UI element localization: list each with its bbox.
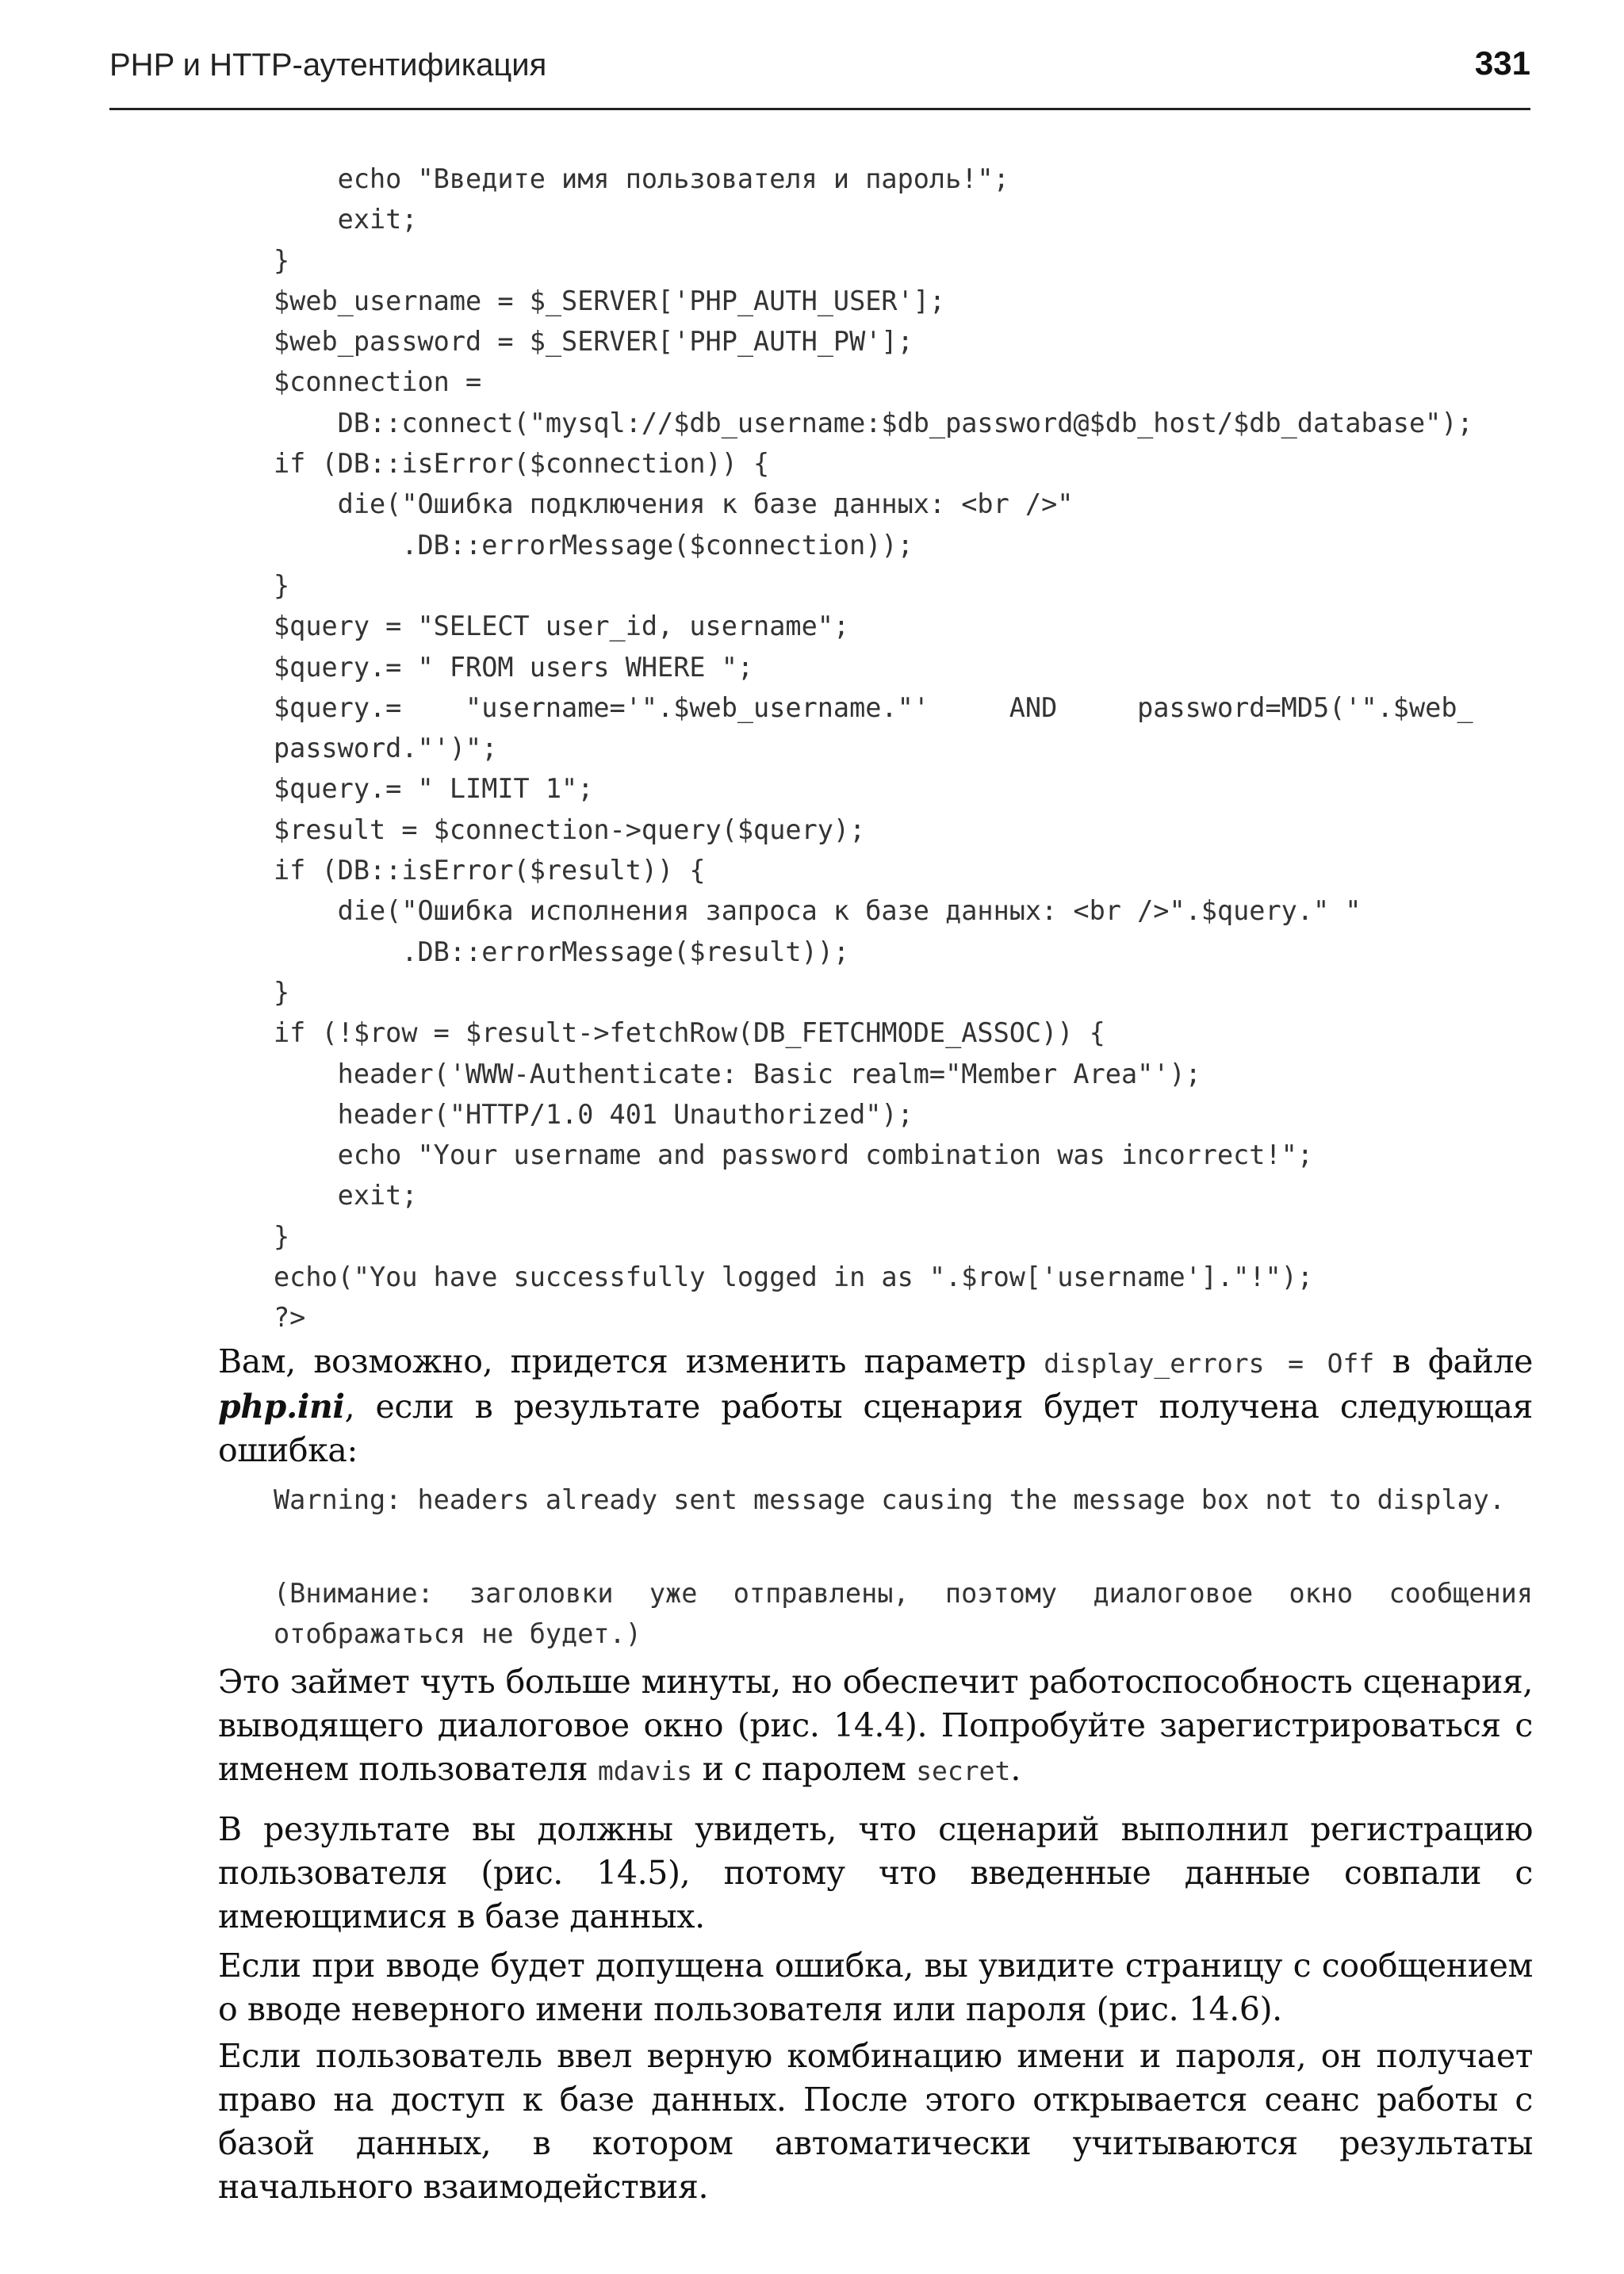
code-line: echo "Введите имя пользователя и пароль!";: [274, 163, 1009, 194]
page-number: 331: [1474, 44, 1530, 82]
code-line: if (DB::isError($result)) {: [274, 855, 706, 886]
warning-translation: (Внимание: заголовки уже отправлены, поэтому диалоговое окно сообщения отображаться не будет.): [274, 1578, 1533, 1649]
code-line: exit;: [274, 204, 418, 235]
paragraph-text: Это займет чуть больше минуты, но обеспечит работоспособность сценария, выводящего диалоговое окно (рис. 14.4). Попробуйте зарегистрироваться с именем пользователя: [218, 1663, 1533, 1788]
paragraph-text: и с паролем: [692, 1750, 917, 1788]
code-line: header("HTTP/1.0 401 Unauthorized");: [274, 1098, 914, 1130]
code-line: }: [274, 569, 290, 601]
inline-code-password: secret: [916, 1755, 1011, 1786]
code-line: password."')";: [274, 733, 498, 764]
code-line: $web_password = $_SERVER['PHP_AUTH_PW'];: [274, 326, 914, 358]
code-line: .DB::errorMessage($connection));: [274, 529, 914, 561]
code-line: }: [274, 976, 290, 1008]
code-line: echo "Your username and password combination was incorrect!";: [274, 1139, 1313, 1171]
code-line: $query.= " FROM users WHERE ";: [274, 651, 754, 683]
paragraph-text: Вам, возможно, придется изменить параметр: [218, 1342, 1044, 1380]
code-line: $query = "SELECT user_id, username";: [274, 611, 850, 642]
code-line: die("Ошибка исполнения запроса к базе данных: <br />".$query." ": [274, 895, 1362, 927]
paragraph-text: .: [1010, 1750, 1021, 1788]
code-line: $connection =: [274, 366, 482, 398]
paragraph-error: Если при вводе будет допущена ошибка, вы увидите страницу с сообщением о вводе неверного имени пользователя или пароля (рис. 14.6).: [218, 1947, 1533, 2028]
file-name: php.ini: [218, 1388, 345, 1426]
page-header: [109, 44, 1530, 110]
warning-message: Warning: headers already sent message causing the message box not to display.: [274, 1484, 1505, 1515]
code-listing: [274, 159, 1534, 1338]
code-line: $result = $connection->query($query);: [274, 814, 866, 845]
paragraph-text: в файле: [1374, 1342, 1533, 1380]
code-line: }: [274, 1220, 290, 1252]
code-line: $web_username = $_SERVER['PHP_AUTH_USER'];: [274, 285, 946, 316]
paragraph-text: , если в результате работы сценария будет получена следующая ошибка:: [218, 1388, 1533, 1469]
running-title: PHP и HTTP-аутентификация: [109, 48, 547, 82]
code-line: $query.= " LIMIT 1";: [274, 773, 594, 805]
code-line: if (!$row = $result->fetchRow(DB_FETCHMODE_ASSOC)) {: [274, 1017, 1105, 1049]
paragraph-success: В результате вы должны увидеть, что сценарий выполнил регистрацию пользователя (рис. 14.5), потому что введенные данные совпали с имеющимися в базе данных.: [218, 1810, 1533, 1935]
code-line: .DB::errorMessage($result));: [274, 936, 850, 967]
code-line: die("Ошибка подключения к базе данных: <br />": [274, 488, 1074, 520]
code-line: if (DB::isError($connection)) {: [274, 448, 770, 480]
code-line: header('WWW-Authenticate: Basic realm="Member Area"');: [274, 1058, 1201, 1089]
code-line: echo("You have successfully logged in as ".$row['username']."!");: [274, 1261, 1313, 1293]
code-line: exit;: [274, 1180, 418, 1212]
paragraph-display-errors: [218, 1340, 1533, 1472]
code-line: $query.= "username='".$web_username."' AND password=MD5('".$web_: [274, 691, 1473, 723]
inline-code-setting: display_errors = Off: [1044, 1348, 1375, 1379]
paragraph-session: Если пользователь ввел верную комбинацию имени и пароля, он получает право на доступ к базе данных. После этого открывается сеанс работы с базой данных, в котором автоматически учитываются результаты начального взаимодействия.: [218, 2037, 1533, 2206]
code-line: ?>: [274, 1302, 306, 1334]
inline-code-username: mdavis: [597, 1755, 693, 1786]
code-line: }: [274, 244, 290, 276]
code-line: DB::connect("mysql://$db_username:$db_password@$db_host/$db_database");: [274, 407, 1473, 438]
paragraph-login-test: [218, 1660, 1533, 1793]
